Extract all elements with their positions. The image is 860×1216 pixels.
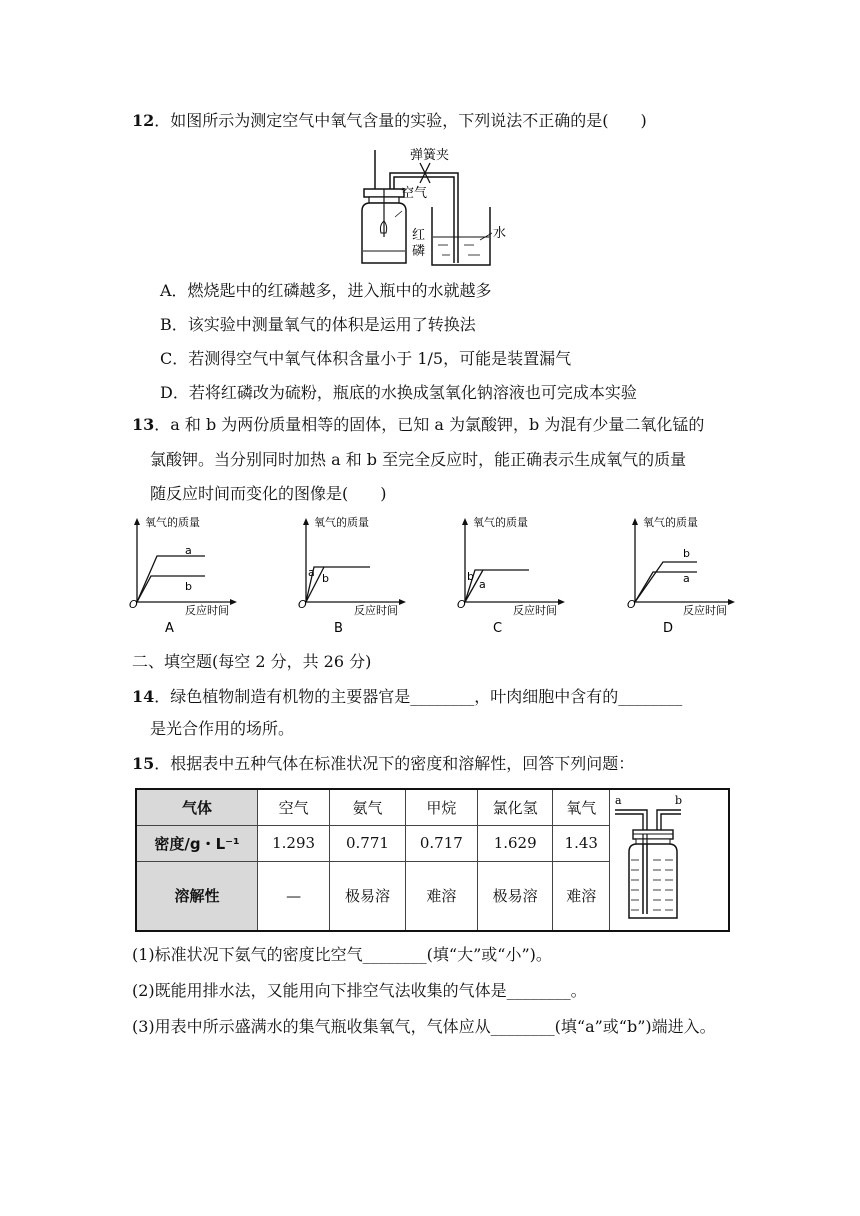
q14-text-1: ．绿色植物制造有机物的主要器官是________，叶肉细胞中含有的________ (154, 687, 683, 706)
q15-stem (132, 753, 634, 775)
graph-c-xlabel: 反应时间 (513, 604, 557, 617)
q13-graph-a (125, 512, 245, 640)
q15-number: 15 (132, 754, 155, 773)
q12-option-c: C．若测得空气中氧气体积含量小于 1/5，可能是装置漏气 (160, 349, 572, 368)
q15-stem-text: ．根据表中五种气体在标准状况下的密度和溶解性，回答下列问题： (154, 754, 635, 773)
graph-c-upper-label: b (467, 570, 474, 583)
q13-graph-d (623, 512, 743, 640)
q13-number: 13 (132, 415, 155, 434)
gas-properties-table (135, 788, 730, 932)
graph-d-lower-label: a (683, 572, 690, 585)
table-header-gas: 气体 (136, 789, 258, 825)
q12-option-a: A．燃烧匙中的红磷越多，进入瓶中的水就越多 (160, 281, 492, 300)
graph-b-origin: O (298, 598, 307, 611)
graph-a-letter: A (165, 621, 174, 636)
q14-line-1 (132, 686, 682, 708)
graph-b-letter: B (334, 621, 343, 636)
table-row (136, 789, 729, 825)
graph-a-upper-label: a (185, 544, 192, 557)
q12-option-b: B．该实验中测量氧气的体积是运用了转换法 (160, 315, 476, 334)
gas-collection-bottle-figure (611, 790, 727, 926)
air-label: 空气 (401, 186, 428, 201)
table-header-density: 密度/g・L⁻¹ (136, 825, 258, 861)
graph-b-upper-label: a (308, 566, 315, 579)
graph-c-lower-label: a (479, 578, 486, 591)
table-cell: — (258, 861, 330, 931)
graph-c-letter: C (493, 621, 503, 636)
table-cell: 难溶 (405, 861, 477, 931)
bottle-label-a: a (615, 794, 622, 807)
graph-d-letter: D (663, 621, 674, 636)
table-cell: 极易溶 (330, 861, 406, 931)
graph-a-origin: O (129, 598, 138, 611)
phosphorus-label-1: 红 (412, 228, 426, 243)
clamp-label: 弹簧夹 (410, 148, 450, 163)
graph-b-xlabel: 反应时间 (354, 604, 398, 617)
graph-a-xlabel: 反应时间 (185, 604, 229, 617)
graph-d-origin: O (627, 598, 636, 611)
water-label: 水 (493, 226, 507, 241)
q12-stem-text: ．如图所示为测定空气中氧气含量的实验，下列说法不正确的是( ) (154, 111, 647, 130)
graph-a-ylabel: 氧气的质量 (145, 516, 200, 529)
graph-d-xlabel: 反应时间 (683, 604, 727, 617)
section-2-heading: 二、填空题(每空 2 分，共 26 分) (132, 652, 372, 671)
graph-d-ylabel: 氧气的质量 (643, 516, 698, 529)
table-cell: 极易溶 (477, 861, 553, 931)
bottle-label-b: b (675, 794, 683, 807)
q12-number: 12 (132, 111, 155, 130)
q14-line-2: 是光合作用的场所。 (150, 719, 295, 738)
q15-sub-1: (1)标准状况下氨气的密度比空气________(填“大”或“小”)。 (132, 945, 552, 964)
q13-graph-b (294, 512, 414, 640)
q14-number: 14 (132, 687, 155, 706)
graph-c-ylabel: 氧气的质量 (473, 516, 528, 529)
table-cell: 1.629 (477, 825, 553, 861)
q12-apparatus-figure (350, 145, 520, 270)
q15-sub-2: (2)既能用排水法，又能用向下排空气法收集的气体是________。 (132, 981, 587, 1000)
table-header-solubility: 溶解性 (136, 861, 258, 931)
q13-stem-line-3: 随反应时间而变化的图像是( ) (150, 484, 387, 503)
q12-option-d: D．若将红磷改为硫粉，瓶底的水换成氢氧化钠溶液也可完成本实验 (160, 383, 637, 402)
q13-graph-c (453, 512, 573, 640)
table-cell: 甲烷 (405, 789, 477, 825)
graph-b-lower-label: b (322, 572, 329, 585)
table-cell: 0.771 (330, 825, 406, 861)
q13-stem-text-1: ．a 和 b 为两份质量相等的固体，已知 a 为氯酸钾，b 为混有少量二氧化锰的 (154, 415, 705, 434)
table-cell: 1.43 (553, 825, 610, 861)
table-cell: 氯化氢 (477, 789, 553, 825)
graph-a-lower-label: b (185, 580, 192, 593)
table-cell: 0.717 (405, 825, 477, 861)
table-cell: 1.293 (258, 825, 330, 861)
table-cell: 氧气 (553, 789, 610, 825)
graph-b-ylabel: 氧气的质量 (314, 516, 369, 529)
q15-sub-3: (3)用表中所示盛满水的集气瓶收集氧气，气体应从________(填“a”或“b”)端进入。 (132, 1017, 716, 1036)
q13-stem-line-2: 氯酸钾。当分别同时加热 a 和 b 至完全反应时，能正确表示生成氧气的质量 (150, 450, 687, 469)
table-cell: 空气 (258, 789, 330, 825)
phosphorus-label-2: 磷 (412, 244, 426, 259)
table-cell: 氨气 (330, 789, 406, 825)
table-cell: 难溶 (553, 861, 610, 931)
graph-c-origin: O (457, 598, 466, 611)
gas-bottle-cell (610, 789, 730, 931)
q13-stem-line-1 (132, 414, 704, 436)
q12-stem (132, 110, 647, 132)
graph-d-upper-label: b (683, 547, 690, 560)
